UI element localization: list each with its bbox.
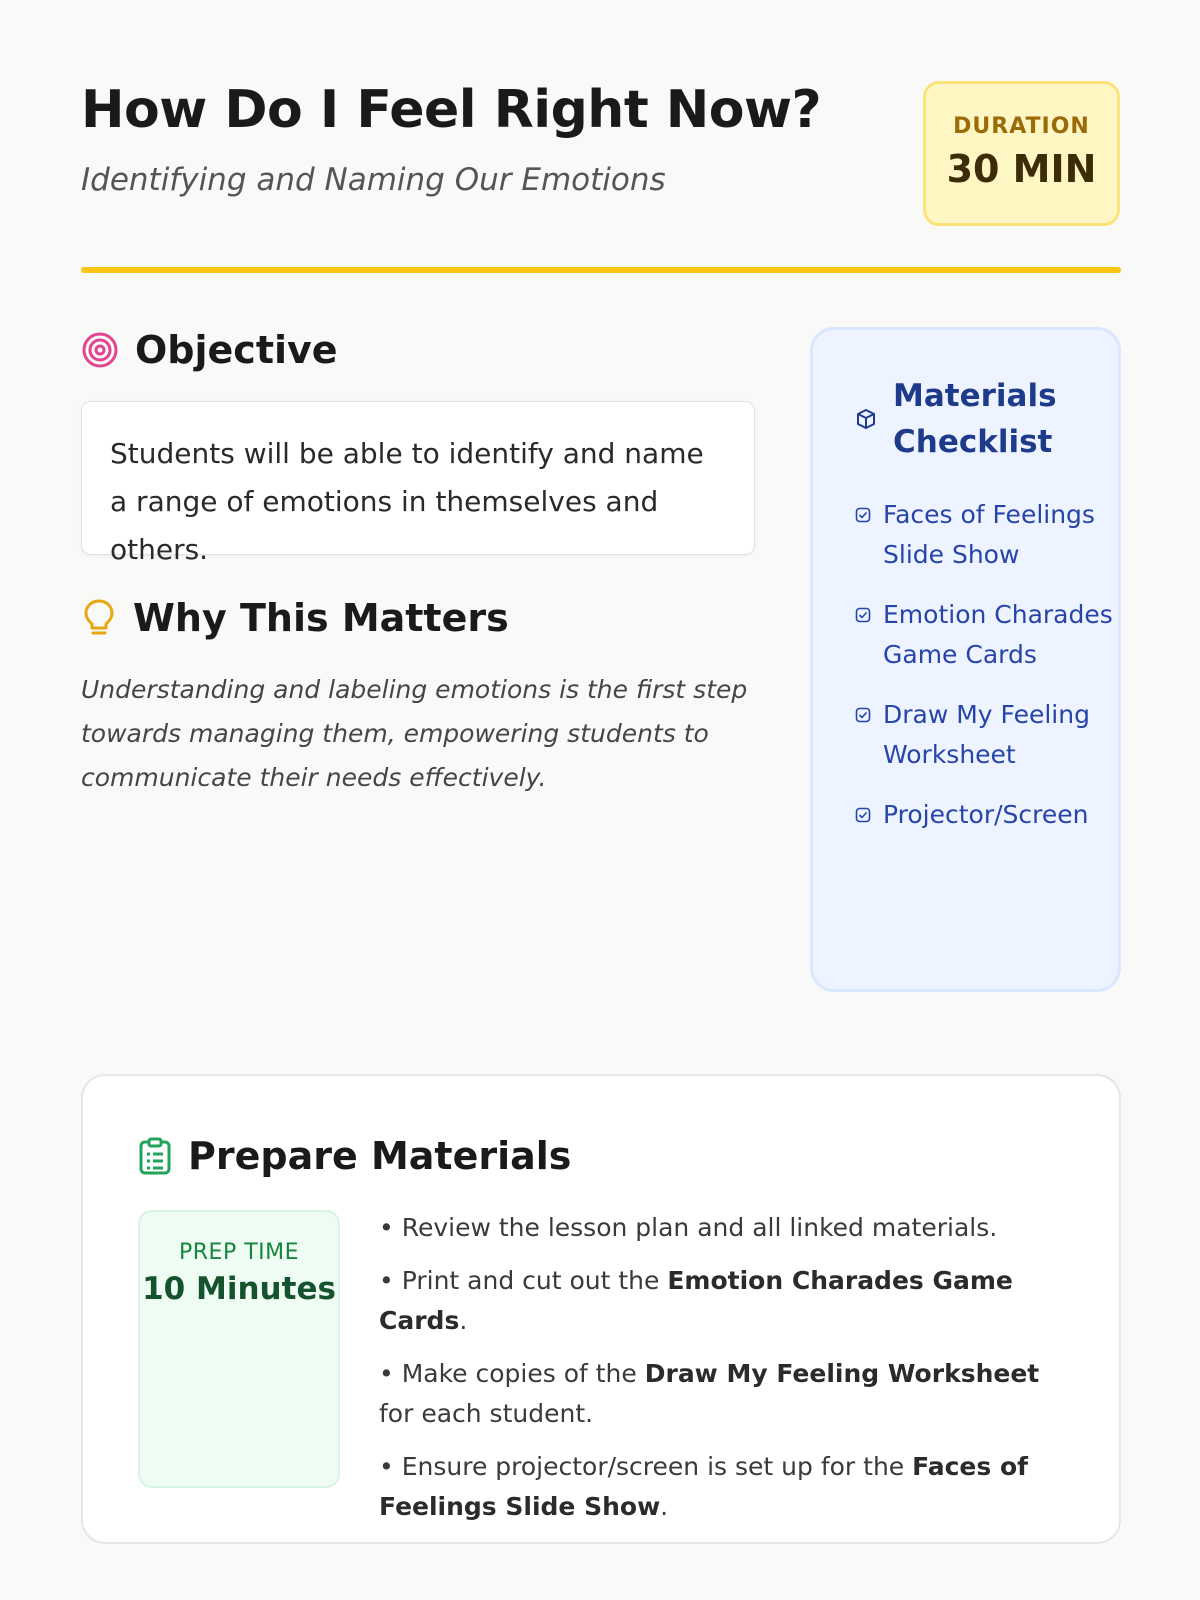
prep-step: • Ensure projector/screen is set up for the Faces of Feelings Slide Show. <box>379 1452 1029 1521</box>
duration-badge <box>923 81 1120 226</box>
duration-value: 30 MIN <box>946 147 1097 191</box>
prepare-title: Prepare Materials <box>188 1134 572 1178</box>
prep-step: • Make copies of the Draw My Feeling Worksheet for each student. <box>379 1359 1040 1428</box>
header-divider <box>81 267 1121 273</box>
materials-item-label: Draw My Feeling Worksheet <box>883 700 1090 769</box>
target-icon <box>81 331 119 369</box>
checkbox-icon[interactable] <box>855 507 871 523</box>
prep-step-text: Make copies of the <box>401 1359 645 1388</box>
prepare-heading <box>138 1134 571 1178</box>
materials-item-label: Projector/Screen <box>883 800 1089 829</box>
why-heading <box>81 596 509 640</box>
page-subtitle: Identifying and Naming Our Emotions <box>81 162 666 198</box>
materials-heading <box>855 373 1063 465</box>
prep-step-text: . <box>660 1492 669 1521</box>
checkbox-icon[interactable] <box>855 607 871 623</box>
materials-item[interactable] <box>855 695 1115 775</box>
prep-time-badge <box>138 1210 340 1488</box>
prep-step-text: Print and cut out the <box>401 1266 668 1295</box>
prepare-materials-card <box>81 1074 1121 1544</box>
materials-item[interactable] <box>855 495 1115 575</box>
clipboard-icon <box>138 1137 172 1175</box>
materials-title: Materials Checklist <box>893 378 1057 460</box>
lightbulb-icon <box>81 598 117 638</box>
prep-time-label: PREP TIME <box>178 1240 300 1265</box>
prep-step-text: for each student. <box>379 1399 594 1428</box>
page-title: How Do I Feel Right Now? <box>81 80 822 140</box>
objective-title: Objective <box>135 328 338 372</box>
prep-step-text: Review the lesson plan and all linked materials. <box>401 1213 998 1242</box>
prep-time-value: 10 Minutes <box>142 1271 336 1307</box>
box-icon <box>855 408 877 430</box>
prep-steps-list <box>379 1208 1059 1540</box>
objective-heading <box>81 328 338 372</box>
materials-checklist <box>810 327 1121 992</box>
duration-label: DURATION <box>953 114 1090 139</box>
why-text: Understanding and labeling emotions is the first step towards managing them, empowering students to communicate their needs effectively. <box>81 675 748 792</box>
objective-text: Students will be able to identify and name a range of emotions in themselves and others. <box>81 401 755 555</box>
prep-step-text: . <box>459 1306 468 1335</box>
materials-list <box>855 495 1115 855</box>
materials-item-label: Emotion Charades Game Cards <box>883 600 1113 669</box>
prep-step-bold: Emotion Charades Game Cards <box>379 1266 1013 1335</box>
prep-step: • Review the lesson plan and all linked materials. <box>379 1213 998 1242</box>
materials-item[interactable] <box>855 595 1115 675</box>
checkbox-icon[interactable] <box>855 807 871 823</box>
lesson-header <box>81 80 1121 230</box>
why-title: Why This Matters <box>133 596 509 640</box>
prep-step-bold: Faces of Feelings Slide Show <box>379 1452 1029 1521</box>
materials-item[interactable] <box>855 795 1115 835</box>
checkbox-icon[interactable] <box>855 707 871 723</box>
prep-step-bold: Draw My Feeling Worksheet <box>644 1359 1040 1388</box>
materials-item-label: Faces of Feelings Slide Show <box>883 500 1095 569</box>
prep-step-text: Ensure projector/screen is set up for the <box>401 1452 913 1481</box>
prep-step: • Print and cut out the Emotion Charades Game Cards. <box>379 1266 1013 1335</box>
